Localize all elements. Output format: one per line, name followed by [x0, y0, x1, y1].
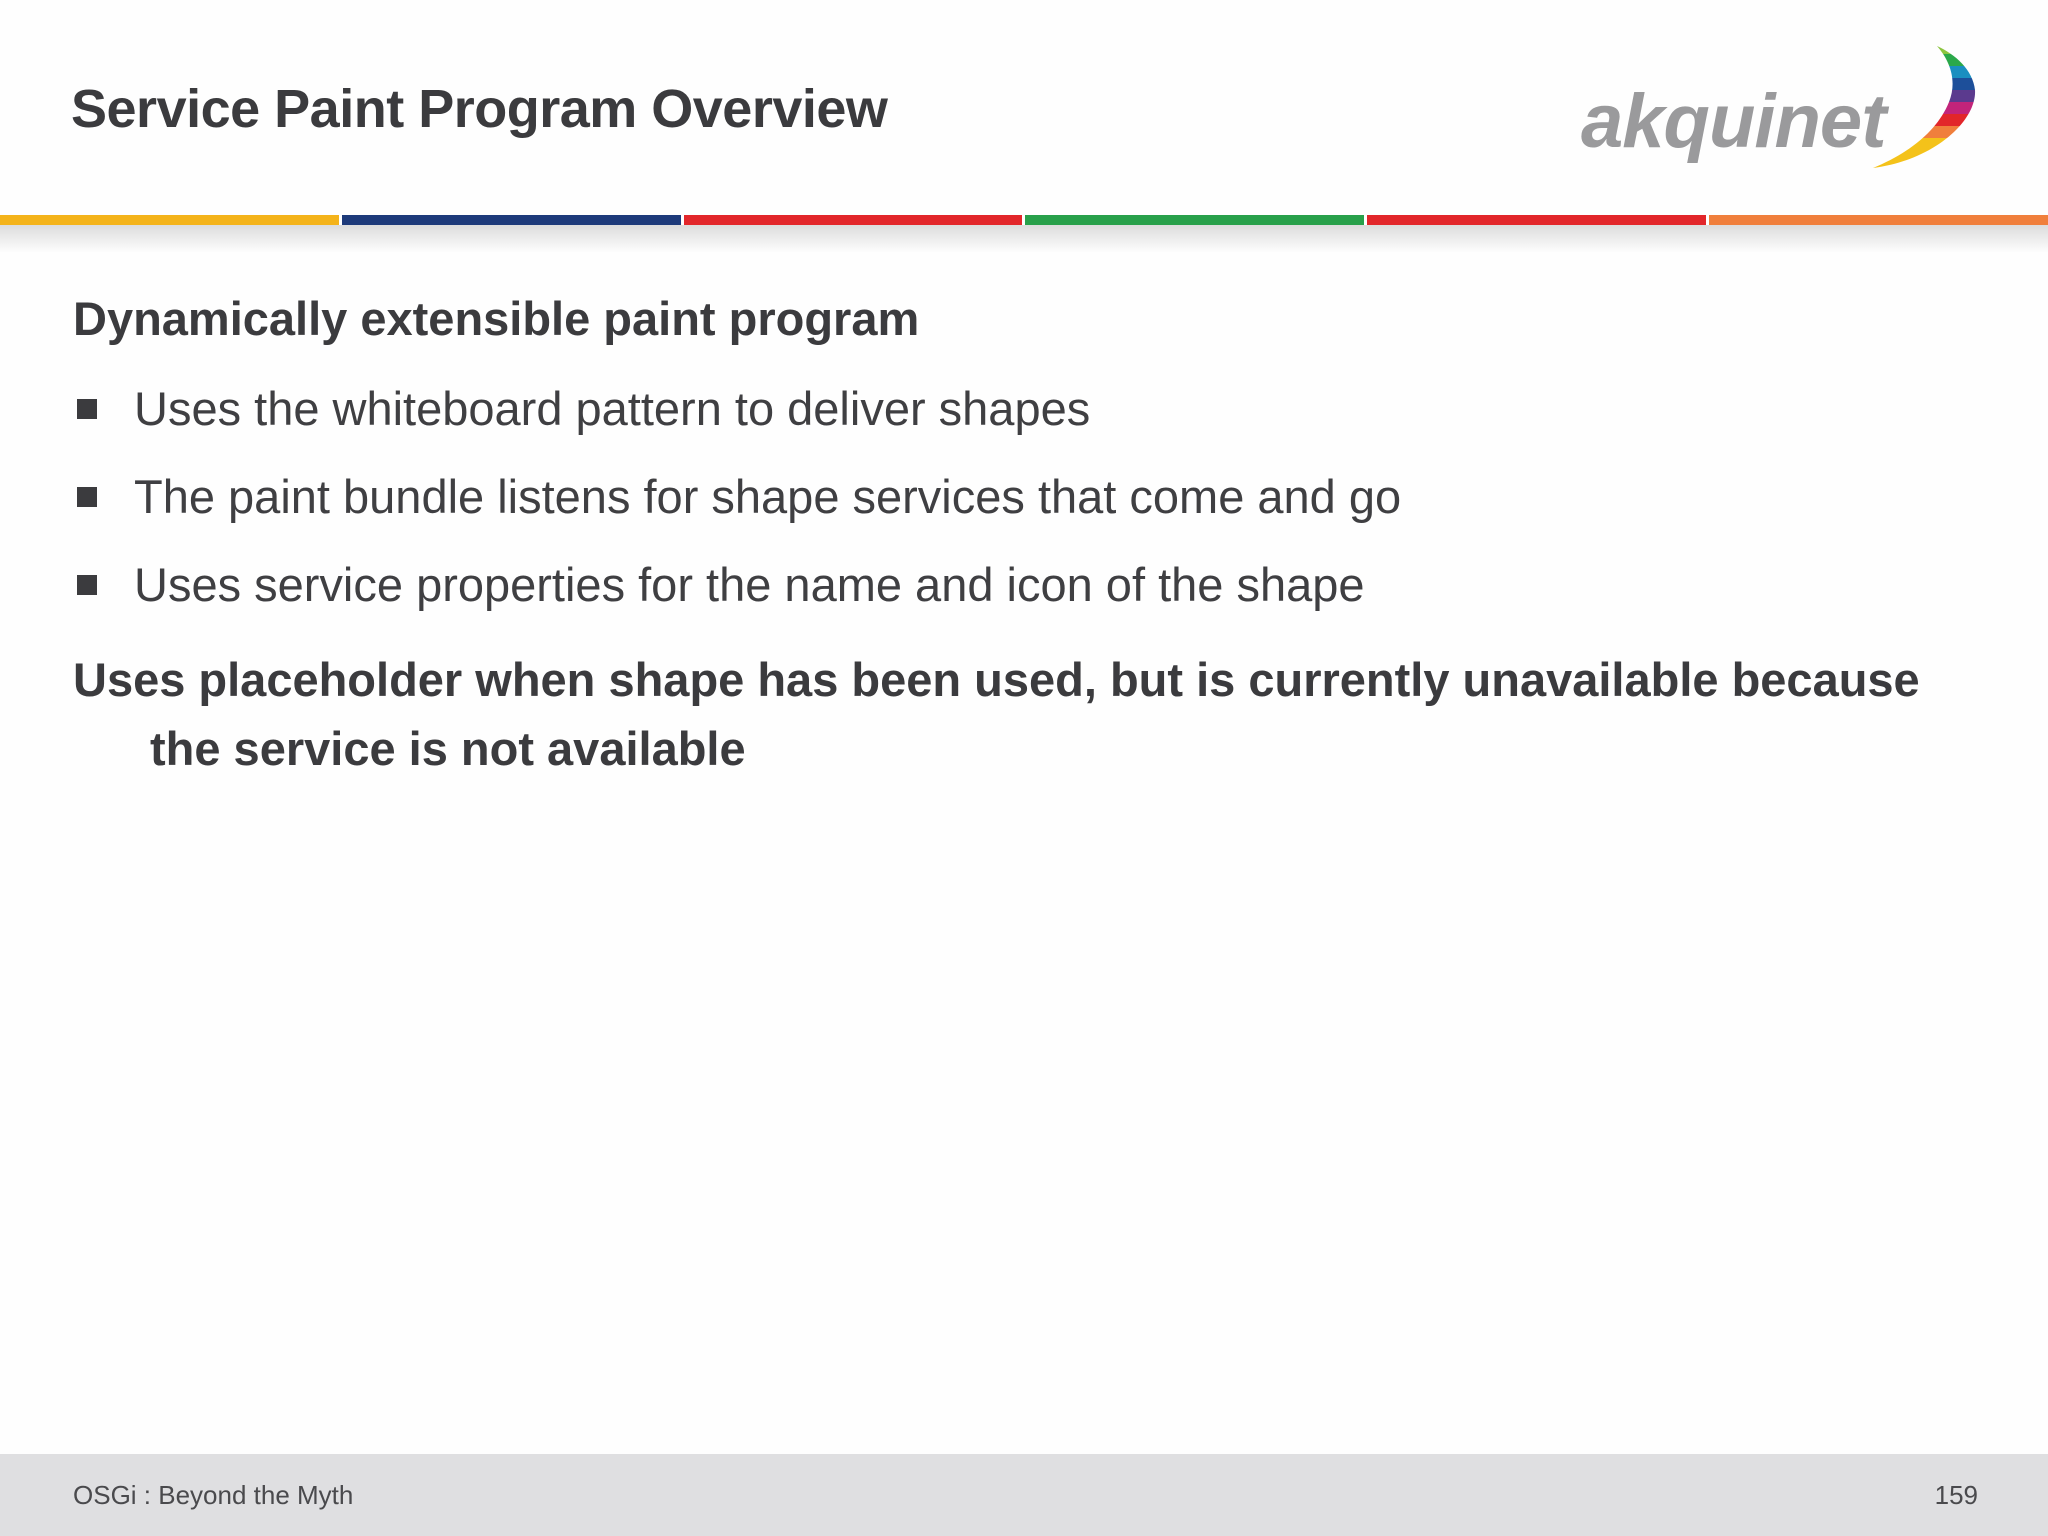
color-bar-segment: [1025, 215, 1367, 225]
color-bar-segment: [342, 215, 684, 225]
bullet-list: [73, 365, 1973, 629]
slide-title: Service Paint Program Overview: [71, 79, 888, 139]
section-heading: Dynamically extensible paint program: [73, 292, 920, 345]
list-item: [73, 365, 1973, 453]
slide-footer: [0, 1454, 2048, 1536]
list-item: [73, 453, 1973, 541]
square-bullet-icon: [77, 399, 97, 419]
square-bullet-icon: [77, 575, 97, 595]
color-bar-segment: [0, 215, 342, 225]
logo-text: akquinet: [1581, 79, 1886, 164]
logo-swoosh-icon: [1865, 40, 1985, 175]
page-number: 159: [1934, 1480, 1978, 1510]
bullet-text: Uses service properties for the name and icon of the shape: [134, 558, 1365, 611]
slide-content: [73, 285, 1973, 783]
akquinet-logo: [1575, 40, 1985, 175]
square-bullet-icon: [77, 487, 97, 507]
list-item: [73, 541, 1973, 629]
header-shadow: [0, 225, 2048, 253]
color-bar-segment: [1709, 215, 2048, 225]
section-heading-2: Uses placeholder when shape has been used, but is currently unavailable because the service is not available: [73, 653, 1920, 775]
bullet-text: The paint bundle listens for shape services that come and go: [134, 470, 1402, 523]
color-bar-segment: [684, 215, 1026, 225]
bullet-text: Uses the whiteboard pattern to deliver shapes: [134, 382, 1091, 435]
color-bar-segment: [1367, 215, 1709, 225]
footer-text: OSGi : Beyond the Myth: [73, 1480, 354, 1510]
header-color-bar: [0, 215, 2048, 225]
